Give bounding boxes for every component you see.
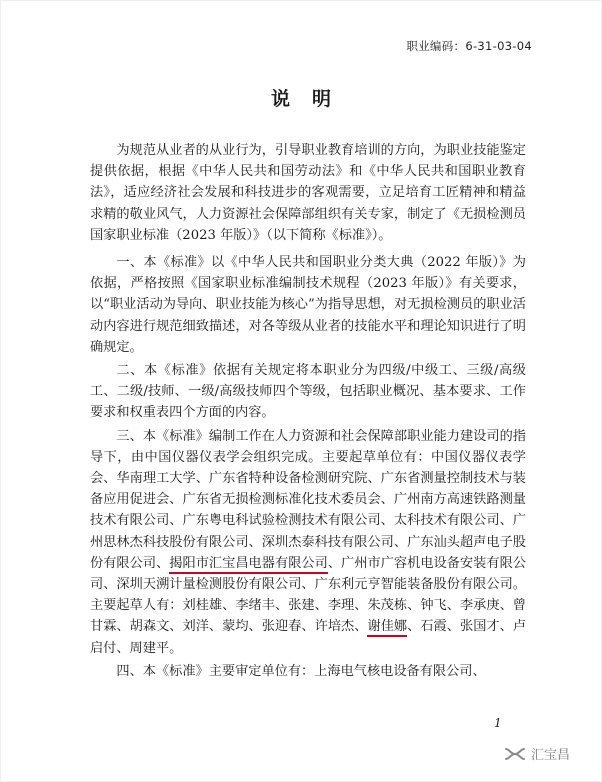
page-number: 1 [494, 716, 502, 730]
document-body [90, 140, 526, 684]
highlighted-company: 揭阳市汇宝昌电器有限公司 [169, 556, 328, 574]
paragraph-3 [90, 426, 526, 659]
paragraph-3-part-b: 、广州市广容机电设备安装有限公司、深圳天溯计量检测股份有限公司、广东利元亨智能装备股份有限公司。主要起草人有：刘桂雄、李绪丰、张建、李理、朱茂栋、钟飞、李承庚、曾甘霖、胡森文、刘洋、蒙均、张迎春、许培杰、 [90, 555, 527, 635]
occupation-code: 职业编码：6-31-03-04 [406, 39, 532, 53]
highlighted-person: 谢佳娜 [367, 619, 407, 637]
intro-paragraph: 为规范从业者的从业行为，引导职业教育培训的方向，为职业技能鉴定提供依据，根据《中华人民共和国劳动法》和《中华人民共和国职业教育法》，适应经济社会发展和科技进步的客观需要，立足培育工匠精神和精益求精的敬业风气，人力资源社会保障部组织有关专家，制定了《无损检测员国家职业标准（2023 年版）》（以下简称《标准》）。 [90, 143, 526, 243]
wechat-channel-icon [504, 745, 526, 763]
paragraph-3-part-c: 、石霞、张国才、卢启付、周建平。 [90, 619, 527, 656]
watermark-text: 汇宝昌 [531, 748, 571, 763]
paragraph-3-part-a: 三、本《标准》编制工作在人力资源和社会保障部职业能力建设司的指导下，由中国仪器仪表学会组织完成。主要起草单位有：中国仪器仪表学会、华南理工大学、广东省特种设备检测研究院、广东省测量控制技术与装备应用促进会、广东省无损检测标准化技术委员会、广州南方高速铁路测量技术有限公司、广东粤电科试验检测技术有限公司、太科技术有限公司、广州思林杰科技股份有限公司、深圳杰泰科技有限公司、广东汕头超声电子股份有限公司、 [90, 428, 526, 571]
paragraph-4: 四、本《标准》主要审定单位有：上海电气核电设备有限公司、 [116, 663, 486, 679]
paragraph-1: 一、本《标准》以《中华人民共和国职业分类大典（2022 年版）》为依据，严格按照《国家职业标准编制技术规程（2023 年版）》有关要求，以“职业活动为导向、职业技能为核心”为指导思想，对无损检测员的职业活动内容进行规范细致描述，对各等级从业者的技能水平和理论知识进行了明确规定。 [90, 255, 526, 355]
watermark [504, 744, 570, 763]
page-title: 说明 [270, 88, 353, 110]
paragraph-2: 二、本《标准》依据有关规定将本职业分为四级/中级工、三级/高级工、二级/技师、一级/高级技师四个等级，包括职业概况、基本要求、工作要求和权重表四个方面的内容。 [90, 363, 526, 421]
